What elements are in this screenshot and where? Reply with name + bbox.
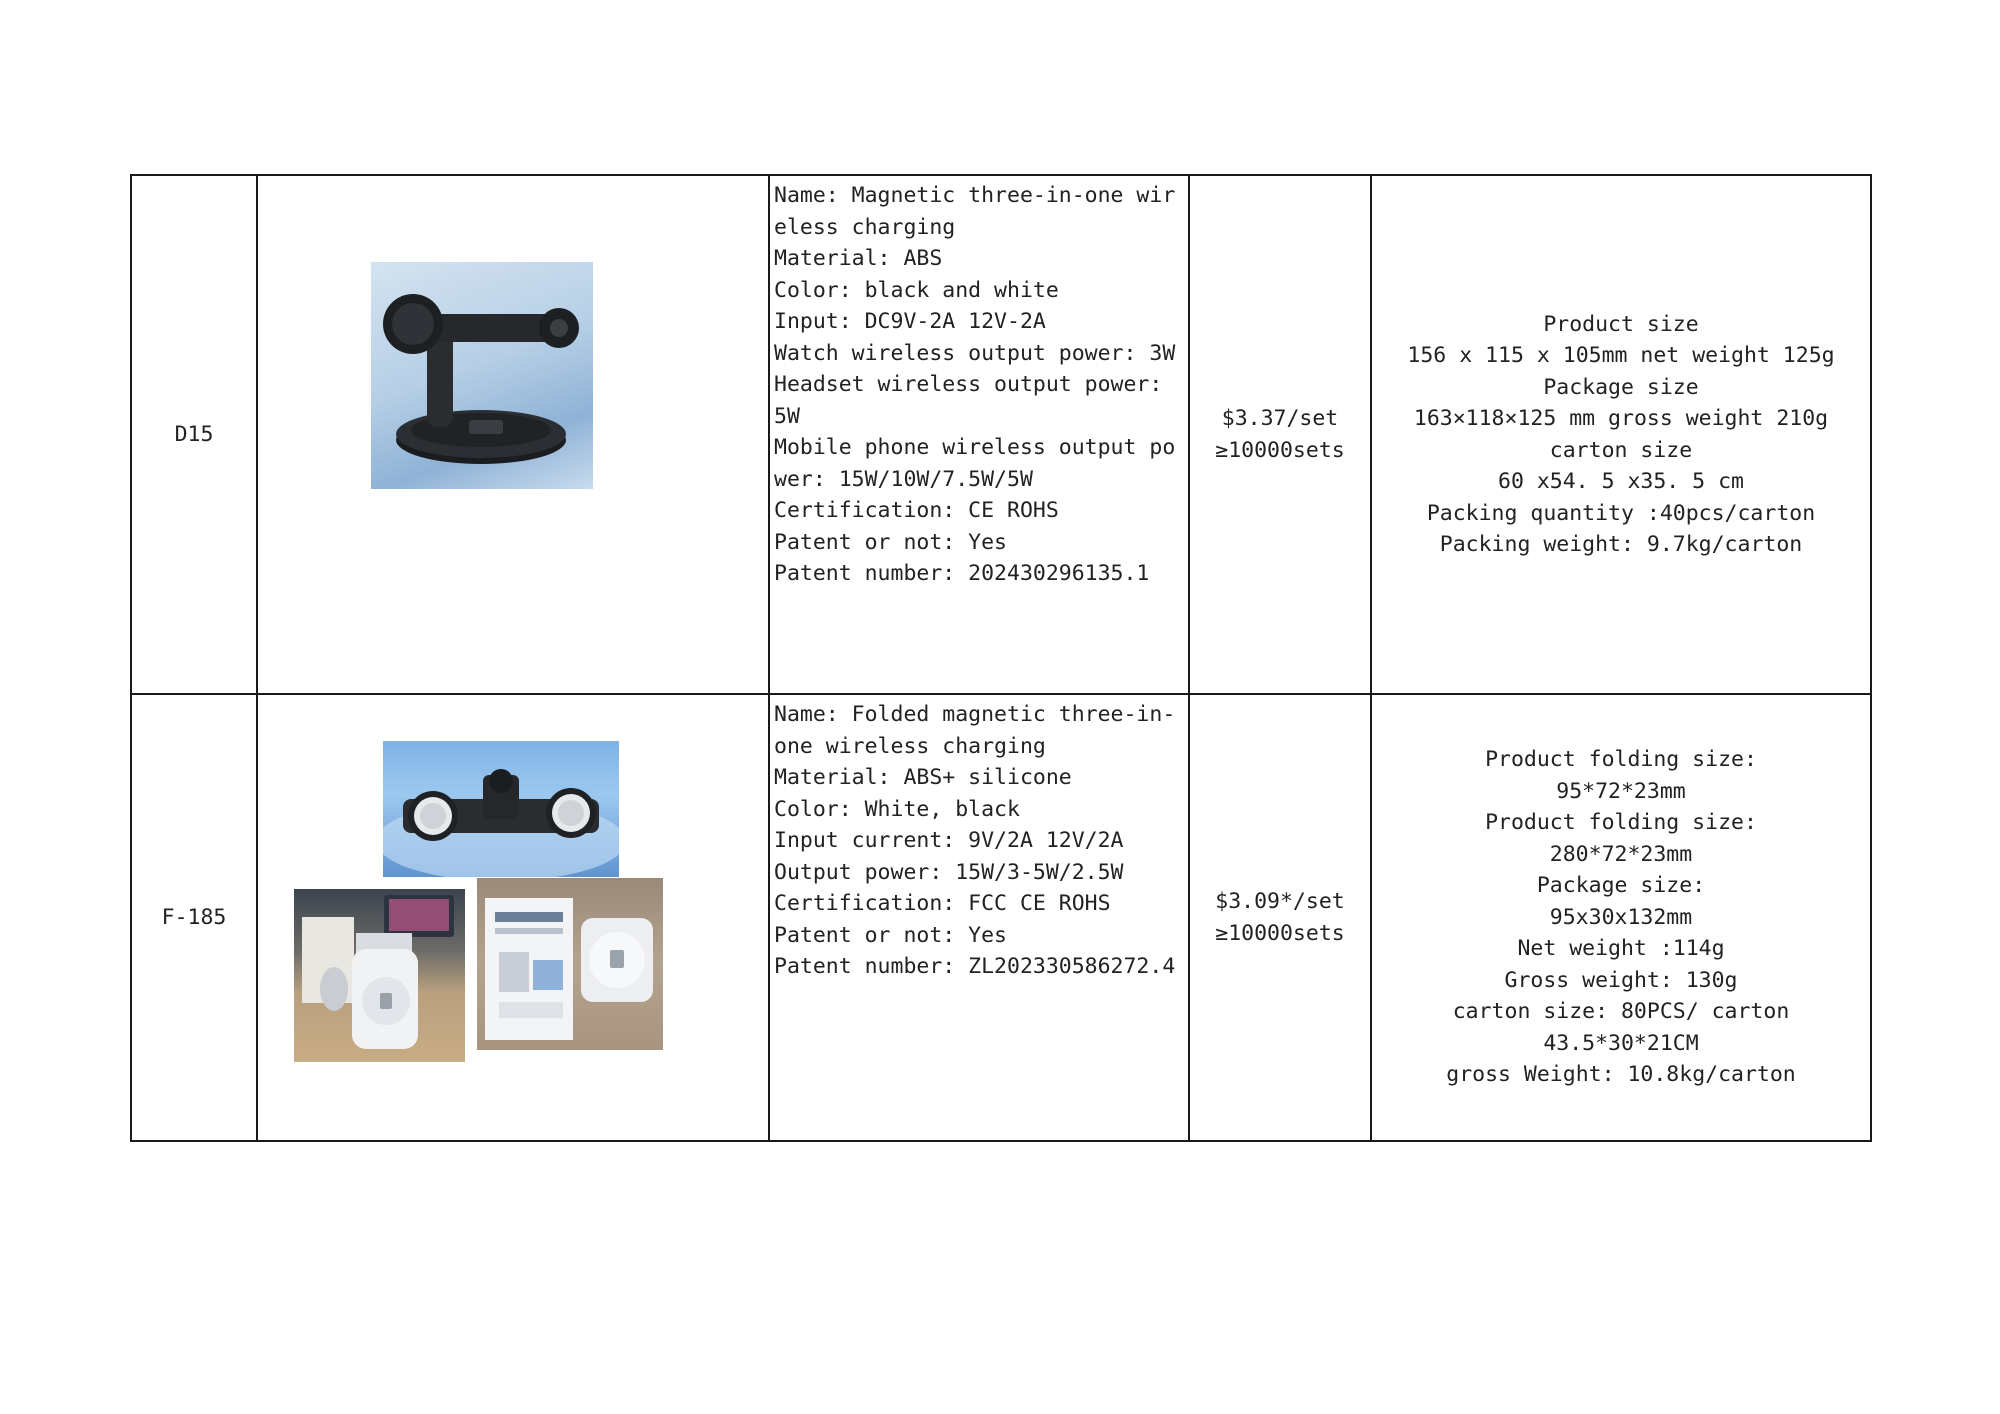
packing-info xyxy=(1371,694,1871,1141)
spec-line: Certification: FCC CE ROHS xyxy=(774,891,1111,916)
spec-line: Color: black and white xyxy=(774,277,1059,303)
packing-line: carton size xyxy=(1549,437,1693,463)
price-line: $3.37/set xyxy=(1221,406,1339,431)
packing-line: Packing weight: 9.7kg/carton xyxy=(1439,532,1803,557)
spec-line: Patent number: ZL202330586272.4 xyxy=(774,954,1176,979)
product-code: F-185 xyxy=(131,694,257,1141)
packing-line: 60 x54. 5 x35. 5 cm xyxy=(1498,469,1744,494)
packing-line: 280*72*23mm xyxy=(1549,841,1693,867)
product-photo-f185-folded xyxy=(294,889,465,1062)
product-photo-f185-unfolded xyxy=(383,741,619,877)
spec-line: Patent or not: Yes xyxy=(774,922,1007,948)
packing-line: 95*72*23mm xyxy=(1556,778,1686,804)
product-table xyxy=(130,174,1872,1142)
table-row xyxy=(131,694,1871,1141)
spec-line: Patent or not: Yes xyxy=(774,529,1007,555)
spec-line: Color: White, black xyxy=(774,796,1020,822)
spec-line: Input current: 9V/2A 12V/2A xyxy=(774,828,1124,853)
moq-line: ≥10000sets xyxy=(1215,437,1345,463)
spec-line: Name: Magnetic three-in-one wireless charging xyxy=(774,183,1176,240)
spec-line: Patent number: 202430296135.1 xyxy=(774,561,1150,586)
product-code: D15 xyxy=(131,175,257,694)
product-spec xyxy=(769,694,1189,1141)
spec-line: Material: ABS+ silicone xyxy=(774,765,1072,790)
product-photo-f185-package xyxy=(477,878,663,1050)
spec-line: Input: DC9V-2A 12V-2A xyxy=(774,309,1046,334)
packing-line: carton size: 80PCS/ carton xyxy=(1452,999,1790,1025)
product-price xyxy=(1189,694,1371,1141)
packing-line: 156 x 115 x 105mm net weight 125g xyxy=(1407,343,1835,368)
packing-line: Packing quantity :40pcs/carton xyxy=(1426,500,1816,526)
packing-line: 95x30x132mm xyxy=(1549,904,1693,930)
spec-line: Mobile phone wireless output power: 15W/10W/7.5W/5W xyxy=(774,435,1176,492)
spec-line: Headset wireless output power: 5W xyxy=(774,372,1176,429)
packing-info xyxy=(1371,175,1871,694)
packing-line: Net weight :114g xyxy=(1517,936,1725,962)
product-price xyxy=(1189,175,1371,694)
spec-line: Material: ABS xyxy=(774,246,943,271)
packing-line: Package size: xyxy=(1536,873,1706,899)
spec-line: Output power: 15W/3-5W/2.5W xyxy=(774,859,1124,885)
spec-line: Certification: CE ROHS xyxy=(774,498,1059,523)
spec-line: Name: Folded magnetic three-in-one wireless charging xyxy=(774,702,1176,759)
spec-line: Watch wireless output power: 3W xyxy=(774,340,1176,366)
packing-line: 163×118×125 mm gross weight 210g xyxy=(1413,406,1829,431)
packing-line: gross Weight: 10.8kg/carton xyxy=(1446,1062,1796,1088)
product-spec xyxy=(769,175,1189,694)
moq-line: ≥10000sets xyxy=(1215,920,1345,946)
price-line: $3.09*/set xyxy=(1215,889,1345,914)
product-image-cell xyxy=(257,175,769,694)
packing-line: 43.5*30*21CM xyxy=(1543,1030,1699,1056)
product-image-cell xyxy=(257,694,769,1141)
packing-line: Package size xyxy=(1543,374,1699,400)
product-photo-d15 xyxy=(371,262,593,489)
packing-line: Product folding size: xyxy=(1485,810,1757,836)
table-row xyxy=(131,175,1871,694)
packing-line: Gross weight: 130g xyxy=(1504,967,1738,993)
packing-line: Product folding size: xyxy=(1485,747,1757,773)
packing-line: Product size xyxy=(1543,311,1699,337)
